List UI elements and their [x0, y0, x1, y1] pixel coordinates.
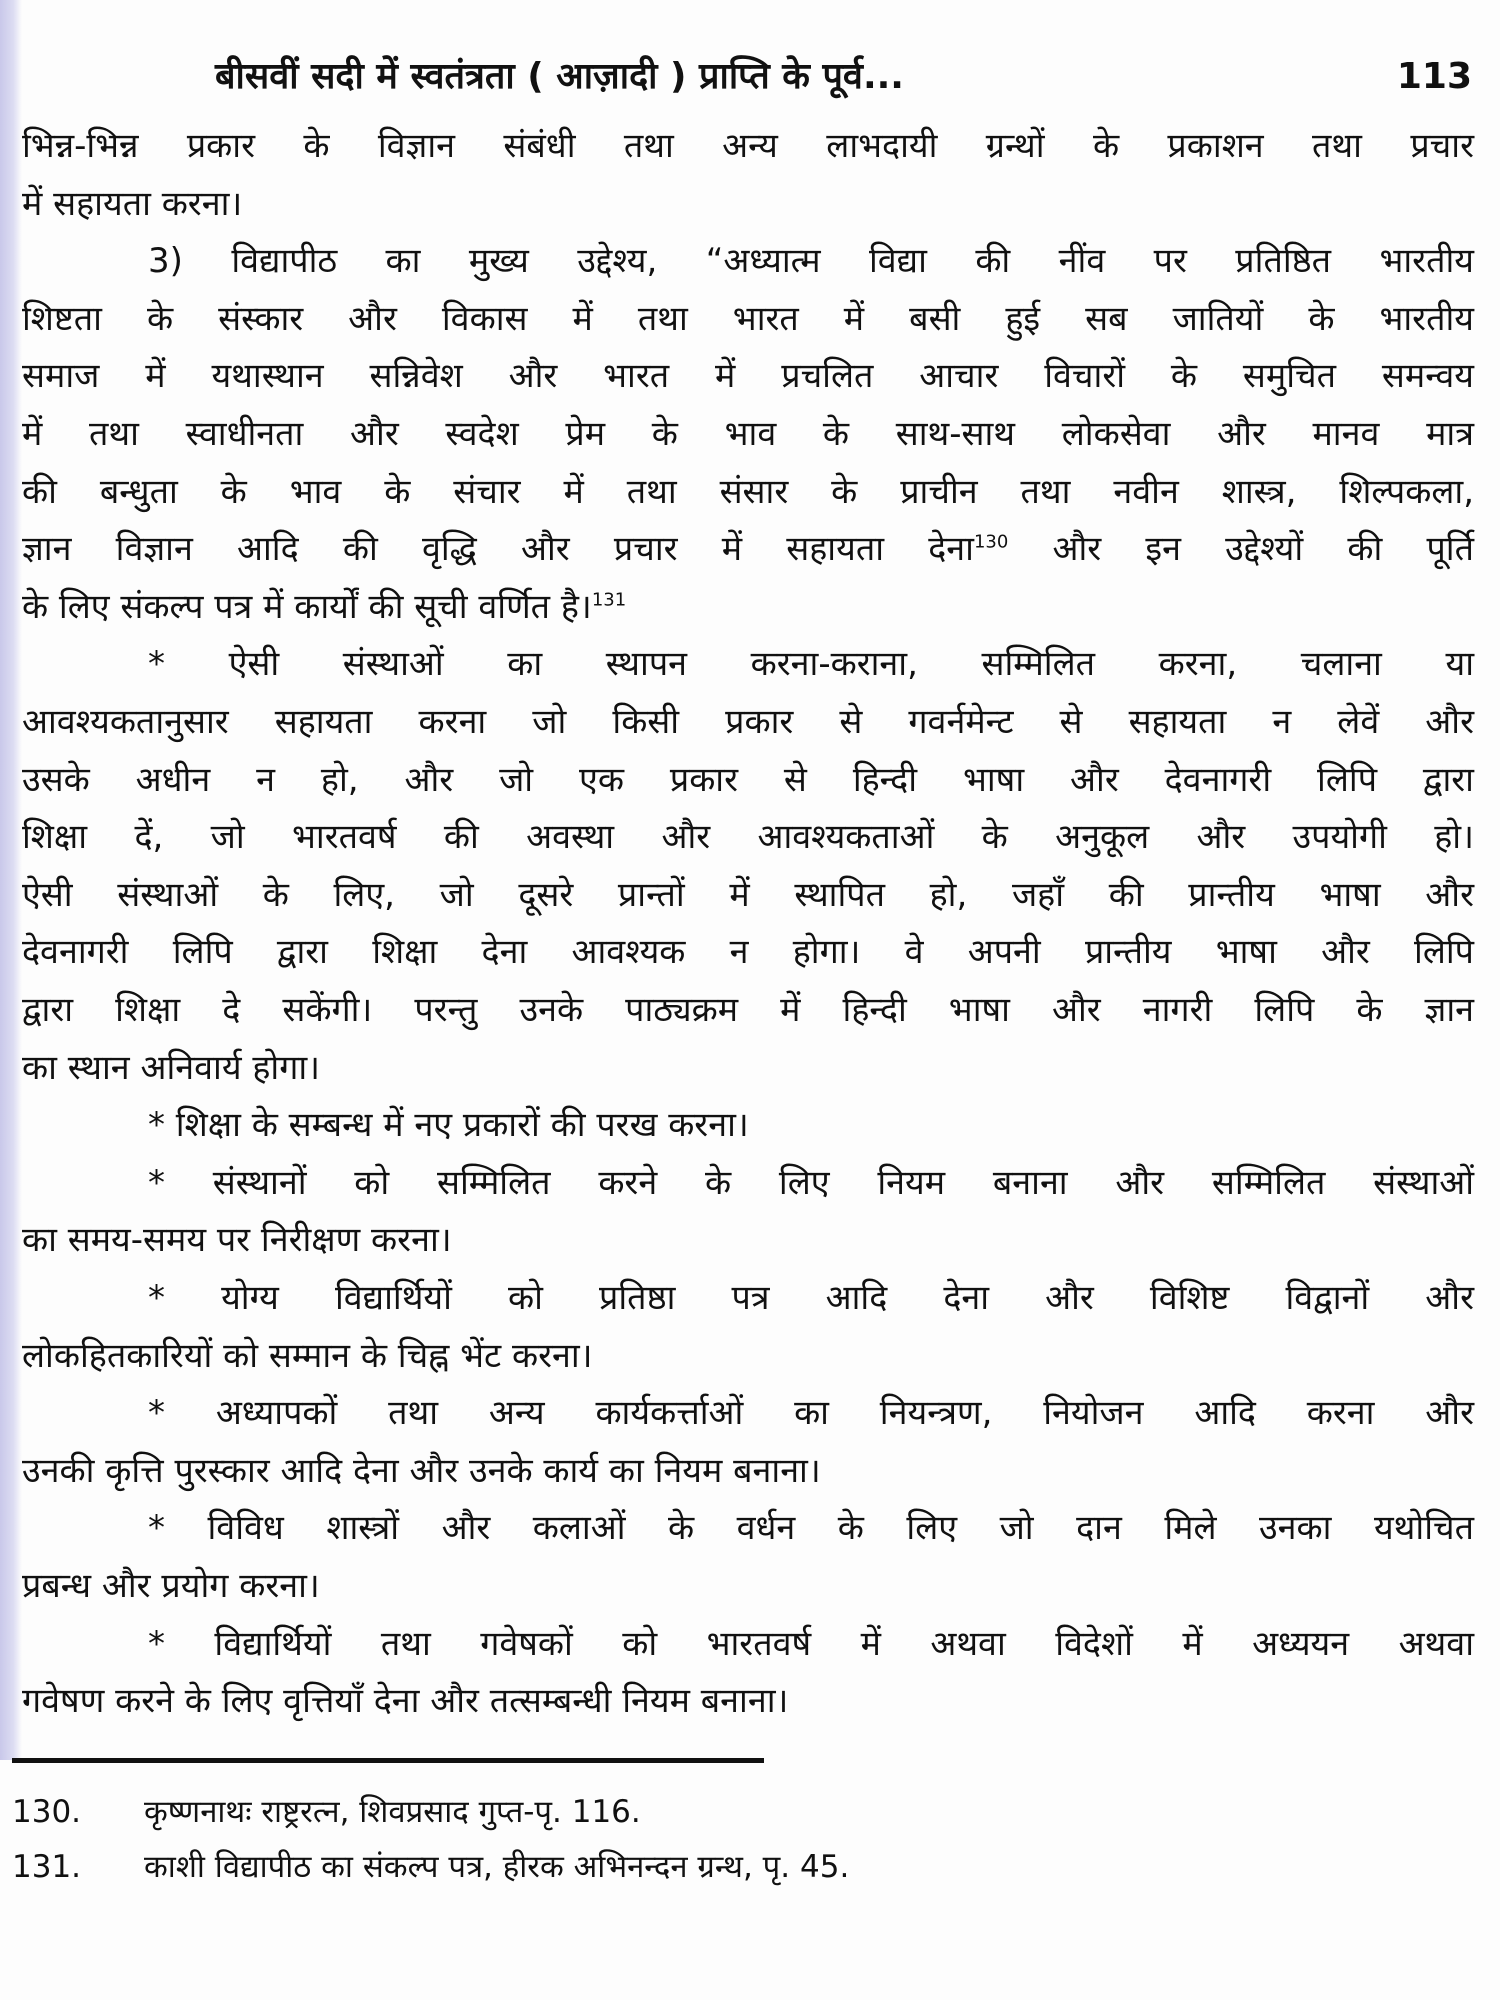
line-text: उसके अधीन न हो, और जो एक प्रकार से हिन्दी भाषा और देवनागरी लिपि द्वारा [22, 759, 1474, 800]
text-line [148, 1388, 1474, 1438]
footnote-number: 130. [12, 1794, 82, 1830]
text-line [22, 1561, 1474, 1611]
footnote-reference: 130 [973, 531, 1009, 553]
text-line [148, 1503, 1474, 1553]
line-text: ऐसी संस्थाओं के लिए, जो दूसरे प्रान्तों में स्थापित हो, जहाँ की प्रान्तीय भाषा और [22, 874, 1474, 915]
footnote [12, 1790, 641, 1834]
line-text: द्वारा शिक्षा दे सकेंगी। परन्तु उनके पाठ्यक्रम में हिन्दी भाषा और नागरी लिपि के ज्ञान [22, 990, 1474, 1030]
text-line [22, 755, 1474, 805]
text-line [148, 1619, 1474, 1669]
line-text: देवनागरी लिपि द्वारा शिक्षा देना आवश्यक न होगा। वे अपनी प्रान्तीय भाषा और लिपि [22, 932, 1474, 973]
footnote-text: कृष्णनाथः राष्ट्ररत्न, शिवप्रसाद गुप्त-पृ. 116. [144, 1794, 641, 1830]
line-text: शिष्टता के संस्कार और विकास में तथा भारत में बसी हुई सब जातियों के भारतीय [22, 298, 1474, 339]
text-line [22, 927, 1474, 977]
line-text: गवेषण करने के लिए वृत्तियाँ देना और तत्सम्बन्धी नियम बनाना। [22, 1681, 789, 1722]
line-text: का स्थान अनिवार्य होगा। [22, 1047, 321, 1088]
line-text: आवश्यकतानुसार सहायता करना जो किसी प्रकार से गवर्नमेन्ट से सहायता न लेवें और [22, 702, 1474, 742]
line-text: * योग्य विद्यार्थियों को प्रतिष्ठा पत्र आदि देना और विशिष्ट विद्वानों और [148, 1278, 1474, 1318]
text-line [22, 1446, 1474, 1496]
text-line [148, 1158, 1474, 1208]
text-line [22, 121, 1474, 171]
line-text: में सहायता करना। [22, 183, 243, 224]
footnote-text: काशी विद्यापीठ का संकल्प पत्र, हीरक अभिनन्दन ग्रन्थ, पृ. 45. [144, 1849, 850, 1885]
text-line [22, 179, 1474, 229]
running-header [215, 52, 1472, 102]
text-line [148, 1273, 1474, 1323]
line-text: लोकहितकारियों को सम्मान के चिह्न भेंट करना। [22, 1335, 593, 1376]
line-text: * शिक्षा के सम्बन्ध में नए प्रकारों की परख करना। [148, 1105, 749, 1146]
footnote-separator [12, 1758, 764, 1763]
text-line [22, 409, 1474, 459]
line-text: के लिए संकल्प पत्र में कार्यों की सूची वर्णित है। [22, 586, 592, 627]
line-text: शिक्षा दें, जो भारतवर्ष की अवस्था और आवश्यकताओं के अनुकूल और उपयोगी हो। [22, 817, 1474, 858]
footnote-reference: 131 [591, 589, 627, 611]
page-number: 113 [1396, 56, 1472, 97]
line-text: उनकी कृत्ति पुरस्कार आदि देना और उनके कार्य का नियम बनाना। [22, 1450, 821, 1491]
chapter-title: बीसवीं सदी में स्वतंत्रता ( आज़ादी ) प्राप्ति के पूर्व... [215, 56, 904, 97]
text-line [22, 467, 1474, 517]
line-text: समाज में यथास्थान सन्निवेश और भारत में प्रचलित आचार विचारों के समुचित समन्वय [22, 356, 1474, 397]
footnote-number: 131. [12, 1849, 82, 1885]
line-text: में तथा स्वाधीनता और स्वदेश प्रेम के भाव के साथ-साथ लोकसेवा और मानव मात्र [22, 414, 1474, 454]
scan-edge-shadow [0, 0, 22, 1760]
line-text: 3) विद्यापीठ का मुख्य उद्देश्य, “अध्यात्म विद्या की नींव पर प्रतिष्ठित भारतीय [148, 241, 1474, 282]
text-line [22, 1043, 1474, 1093]
text-line [22, 294, 1474, 344]
line-text: * विविध शास्त्रों और कलाओं के वर्धन के लिए जो दान मिले उनका यथोचित [148, 1508, 1474, 1549]
text-line [22, 1215, 1474, 1265]
text-line [22, 1331, 1474, 1381]
line-text: ज्ञान विज्ञान आदि की वृद्धि और प्रचार में सहायता देना [22, 529, 974, 570]
text-line [148, 236, 1474, 286]
text-line [22, 524, 1474, 574]
text-line [22, 812, 1474, 862]
text-line [148, 639, 1474, 689]
line-text: की बन्धुता के भाव के संचार में तथा संसार के प्राचीन तथा नवीन शास्त्र, शिल्पकला, [22, 471, 1474, 512]
line-text: प्रबन्ध और प्रयोग करना। [22, 1566, 320, 1606]
text-line [148, 1100, 1474, 1150]
line-text: * विद्यार्थियों तथा गवेषकों को भारतवर्ष में अथवा विदेशों में अध्ययन अथवा [148, 1623, 1474, 1664]
line-text: का समय-समय पर निरीक्षण करना। [22, 1220, 452, 1261]
text-line [22, 697, 1474, 747]
line-text: * संस्थानों को सम्मिलित करने के लिए नियम बनाना और सम्मिलित संस्थाओं [148, 1162, 1474, 1203]
footnote [12, 1845, 849, 1889]
text-line [22, 870, 1474, 920]
text-line [22, 582, 1474, 632]
line-text: * ऐसी संस्थाओं का स्थापन करना-कराना, सम्मिलित करना, चलाना या [148, 644, 1474, 685]
text-line [22, 1676, 1474, 1726]
line-text: * अध्यापकों तथा अन्य कार्यकर्त्ताओं का नियन्त्रण, नियोजन आदि करना और [148, 1393, 1474, 1434]
line-text: भिन्न-भिन्न प्रकार के विज्ञान संबंधी तथा अन्य लाभदायी ग्रन्थों के प्रकाशन तथा प्रचार [22, 126, 1474, 166]
text-line [22, 351, 1474, 401]
line-text-continued: और इन उद्देश्यों की पूर्ति [1008, 529, 1474, 570]
text-line [22, 985, 1474, 1035]
